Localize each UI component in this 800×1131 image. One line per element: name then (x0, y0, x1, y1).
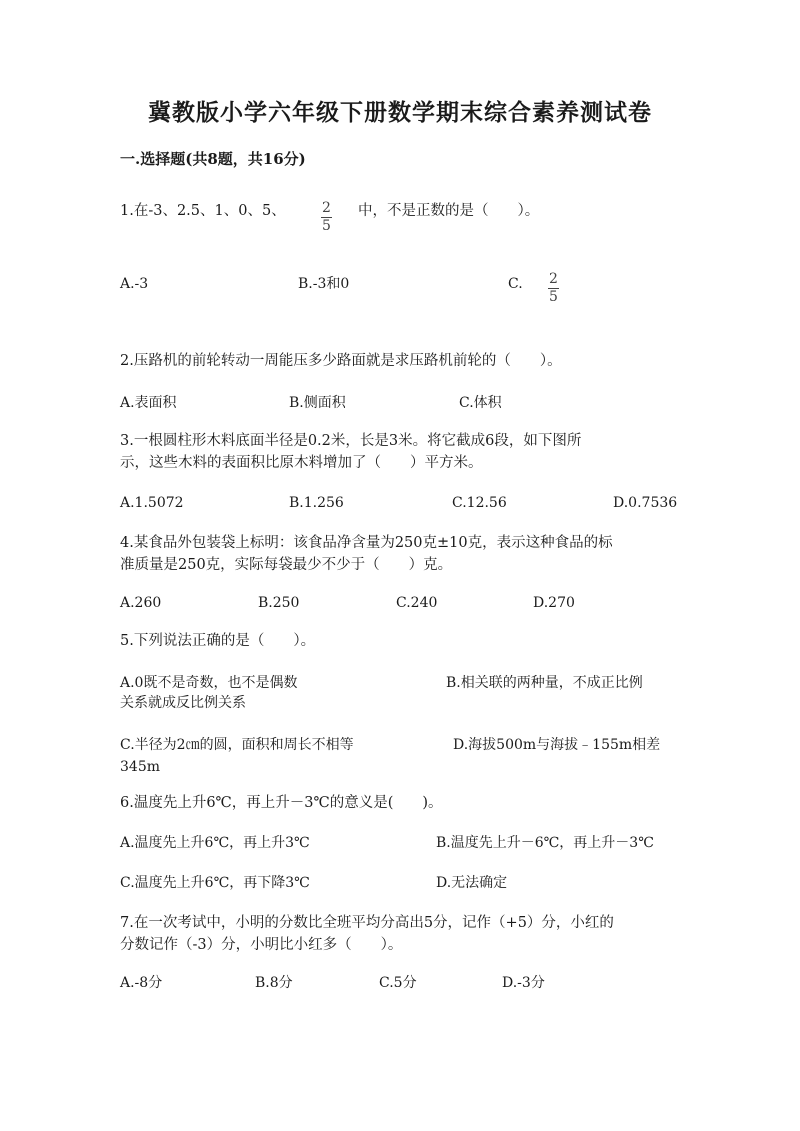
question-3-stem-line-2: 示，这些木料的表面积比原木料增加了（ ）平方米。 (120, 455, 483, 471)
question-4-option-b[interactable]: B.250 (258, 595, 300, 611)
question-3-option-c[interactable]: C.12.56 (452, 495, 507, 511)
question-1-option-a[interactable]: A.-3 (120, 276, 149, 292)
question-1-option-b[interactable]: B.-3和0 (298, 276, 350, 292)
question-3-option-b[interactable]: B.1.256 (289, 495, 344, 511)
section-heading: 一.选择题(共8题，共16分) (120, 150, 306, 168)
fraction-numerator: 2 (549, 271, 558, 287)
question-7-option-c[interactable]: C.5分 (379, 975, 417, 991)
question-1-stem-part-1: 1.在-3、2.5、1、0、5、 (120, 203, 286, 219)
question-1-option-c[interactable]: C. (508, 276, 523, 292)
question-4-option-c[interactable]: C.240 (396, 595, 438, 611)
question-2-option-c[interactable]: C.体积 (459, 395, 502, 411)
fraction-denominator: 5 (549, 289, 558, 305)
question-3-option-a[interactable]: A.1.5072 (120, 495, 184, 511)
question-3-option-d[interactable]: D.0.7536 (613, 495, 678, 511)
question-7-option-d[interactable]: D.-3分 (502, 975, 545, 991)
question-5-option-b-continued[interactable]: 关系就成反比例关系 (120, 695, 246, 711)
question-6-option-b[interactable]: B.温度先上升－6℃，再上升－3℃ (436, 835, 654, 851)
question-2-stem: 2.压路机的前轮转动一周能压多少路面就是求压路机前轮的（ ）。 (120, 353, 562, 369)
question-4-stem-line-1: 4.某食品外包装袋上标明：该食品净含量为250克±10克，表示这种食品的标 (120, 535, 613, 551)
question-5-stem: 5.下列说法正确的是（ ）。 (120, 633, 316, 649)
question-7-stem-line-1: 7.在一次考试中，小明的分数比全班平均分高出5分，记作（+5）分，小红的 (120, 915, 614, 931)
question-5-option-d-continued[interactable]: 345m (120, 759, 160, 775)
question-5-option-a[interactable]: A.0既不是奇数，也不是偶数 (120, 675, 298, 691)
question-6-option-a[interactable]: A.温度先上升6℃，再上升3℃ (120, 835, 310, 851)
page-title: 冀教版小学六年级下册数学期末综合素养测试卷 (148, 99, 652, 126)
question-5-option-d[interactable]: D.海拔500m与海拔﹣155m相差 (453, 737, 661, 753)
question-4-option-a[interactable]: A.260 (120, 595, 162, 611)
question-6-stem: 6.温度先上升6℃，再上升－3℃的意义是( )。 (120, 795, 443, 811)
question-1-stem-part-2: 中，不是正数的是（ ）。 (358, 203, 540, 219)
question-4-stem-line-2: 准质量是250克，实际每袋最少不少于（ ）克。 (120, 557, 453, 573)
question-6-option-c[interactable]: C.温度先上升6℃，再下降3℃ (120, 875, 310, 891)
question-5-option-b[interactable]: B.相关联的两种量，不成正比例 (446, 675, 643, 691)
question-4-option-d[interactable]: D.270 (533, 595, 575, 611)
question-6-option-d[interactable]: D.无法确定 (436, 875, 508, 891)
question-7-option-a[interactable]: A.-8分 (120, 975, 163, 991)
question-7-stem-line-2: 分数记作（-3）分，小明比小红多（ ）。 (120, 937, 403, 953)
question-1-fraction (321, 197, 332, 234)
question-1-option-c-fraction (548, 268, 559, 305)
question-2-option-a[interactable]: A.表面积 (120, 395, 177, 411)
fraction-numerator: 2 (322, 200, 331, 216)
fraction-denominator: 5 (322, 218, 331, 234)
question-3-stem-line-1: 3.一根圆柱形木料底面半径是0.2米，长是3米。将它截成6段，如下图所 (120, 433, 582, 449)
question-2-option-b[interactable]: B.侧面积 (289, 395, 346, 411)
question-5-option-c[interactable]: C.半径为2㎝的圆，面积和周长不相等 (120, 737, 354, 753)
question-7-option-b[interactable]: B.8分 (255, 975, 293, 991)
